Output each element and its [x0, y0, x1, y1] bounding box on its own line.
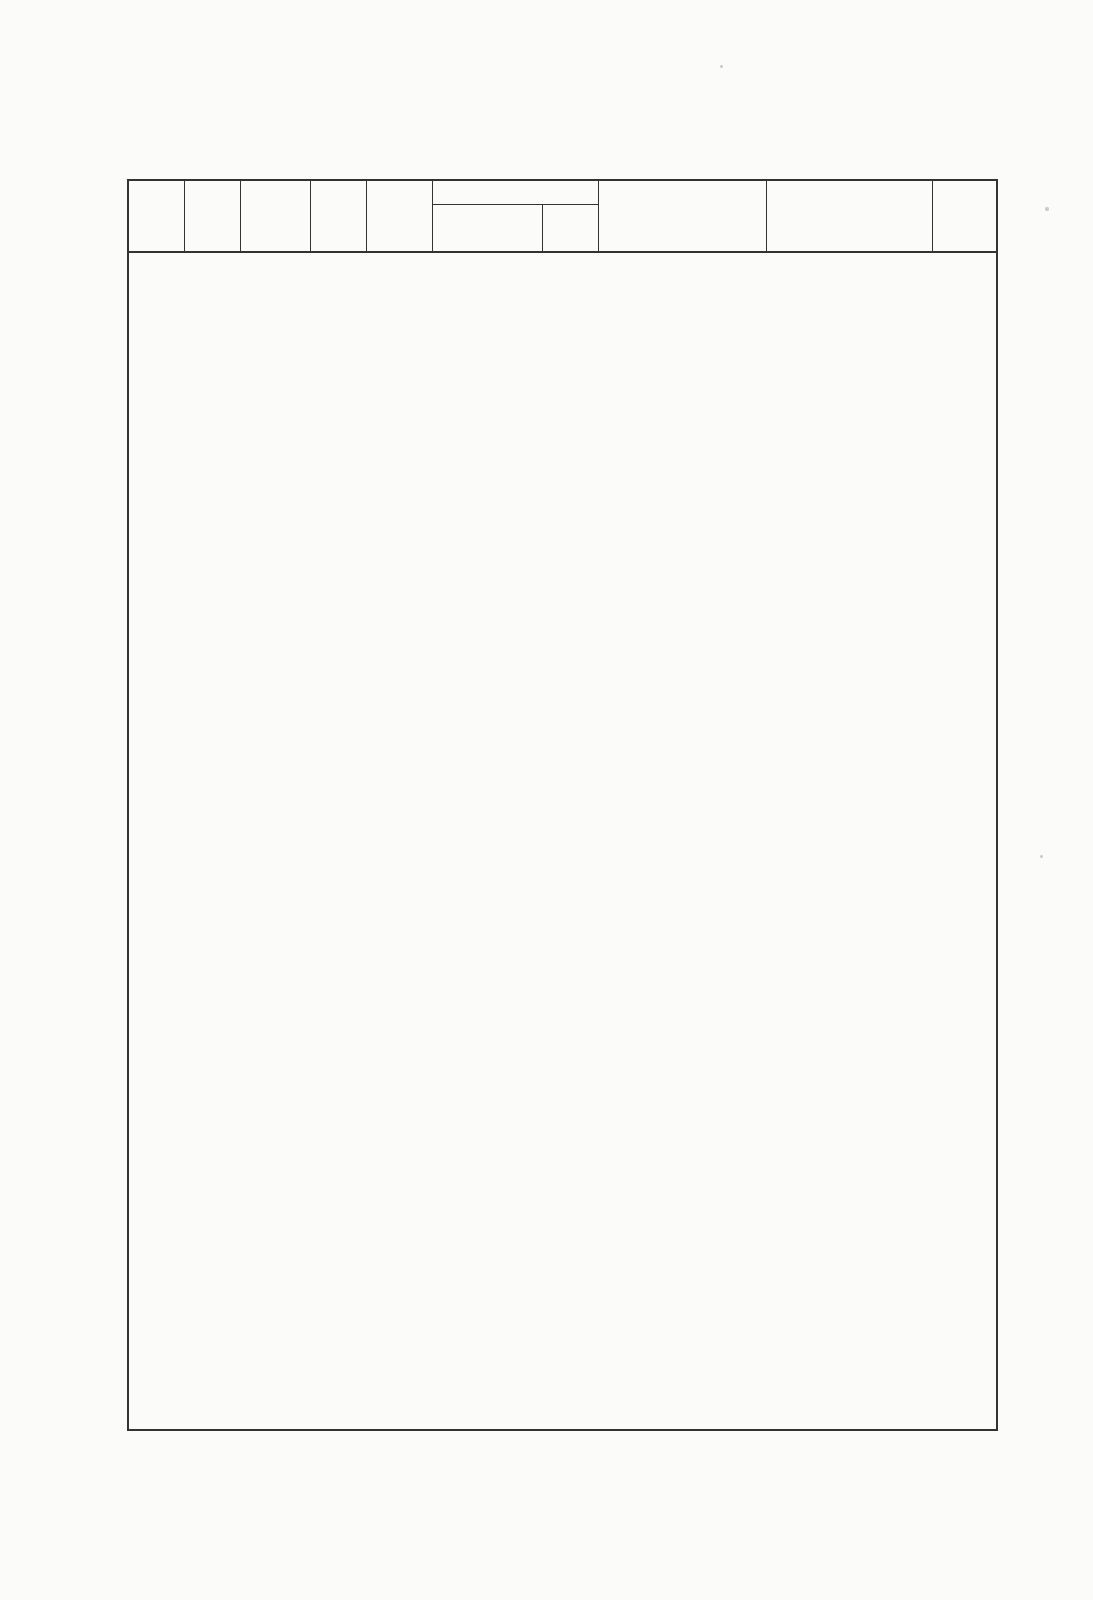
scan-speck	[720, 65, 723, 68]
header-weight	[933, 181, 996, 251]
header-flow	[367, 181, 433, 251]
header-coupling	[599, 181, 767, 251]
table-header	[129, 181, 996, 253]
header-motor	[433, 181, 599, 251]
header-motor-model	[433, 205, 543, 251]
header-speed	[241, 181, 311, 251]
header-bolt	[767, 181, 933, 251]
performance-table	[127, 179, 998, 1431]
header-motor-power	[543, 205, 599, 251]
scan-speck	[1040, 855, 1043, 858]
scan-speck	[1045, 207, 1049, 211]
header-pressure	[311, 181, 367, 251]
header-no	[129, 181, 185, 251]
header-drive	[185, 181, 241, 251]
